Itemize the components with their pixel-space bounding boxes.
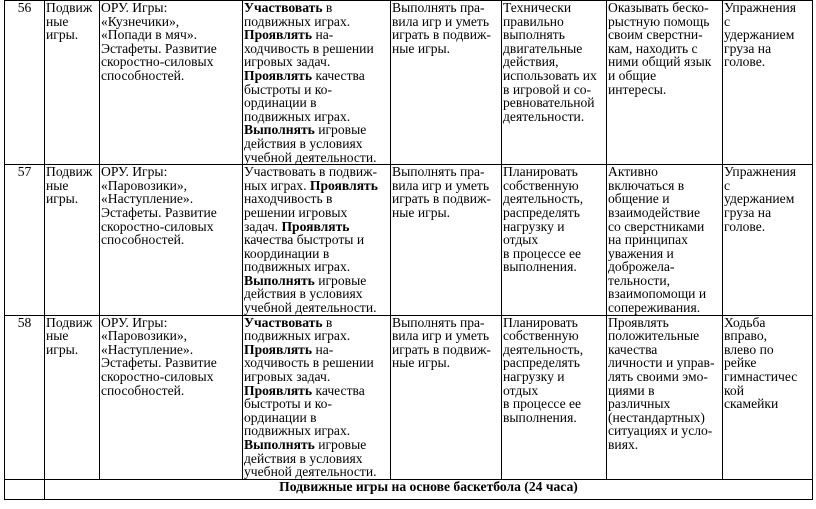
- subject-text: на-: [312, 27, 334, 43]
- regulative-cell: [502, 165, 607, 316]
- lesson-number-cell: 56: [5, 1, 45, 165]
- subject-line: [244, 28, 389, 42]
- rows.1.content-line: «Наступление».: [101, 191, 194, 207]
- subject-line: [244, 110, 389, 124]
- rows.0.personal-line: своим сверстни-: [608, 27, 703, 43]
- rows.0.topic-line: Подвиж: [46, 0, 93, 15]
- rows.1.personal-line: сопереживания.: [608, 300, 701, 316]
- rows.1.topic-line: ные: [46, 177, 69, 193]
- subject-text: подвижных играх.: [244, 423, 351, 439]
- rows.0.personal-line: интересы.: [608, 81, 667, 97]
- rows.0.regulative-line: Технически: [503, 0, 572, 15]
- rows.1.content-line: скоростно-силовых: [101, 218, 214, 234]
- rows.2.personal-line: качества: [608, 341, 658, 357]
- subject-line: [244, 69, 389, 83]
- subject-text: задач.: [244, 218, 282, 234]
- rows.1.regulative-line: нагрузку и: [503, 218, 565, 234]
- subject-results-cell: [243, 315, 391, 479]
- subject-keyword: Участвовать: [244, 0, 323, 15]
- subject-text: решении игровых: [244, 204, 348, 220]
- rows.2.activity-line: играть в подвиж-: [392, 341, 491, 357]
- rows.0.activity-line: Выполнять пра-: [392, 0, 485, 15]
- rows.1.content-line: способностей.: [101, 232, 185, 248]
- subject-text: подвижных играх.: [244, 108, 351, 124]
- subject-text: подвижных играх.: [244, 13, 351, 29]
- subject-keyword: Проявлять: [281, 218, 350, 234]
- rows.2.topic-line: Подвиж: [46, 315, 93, 330]
- subject-keyword: Проявлять: [244, 67, 313, 83]
- lesson-plan-table: [4, 0, 813, 500]
- rows.2.content-line: «Наступление».: [101, 341, 194, 357]
- subject-text: подвижных играх.: [244, 259, 351, 275]
- rows.2.homework-line: рейке: [724, 355, 757, 371]
- rows.1.personal-line: доброжела-: [608, 259, 675, 275]
- rows.2.homework-line: скамейки: [724, 396, 779, 412]
- rows.2.personal-line: Проявлять: [608, 315, 669, 330]
- topic-cell: [45, 315, 100, 479]
- activity-cell: [391, 1, 502, 165]
- rows.2.regulative-line: деятельность,: [503, 341, 584, 357]
- activity-cell: [391, 315, 502, 479]
- rows.1.homework-line: удержанием: [724, 191, 795, 207]
- rows.1.activity-line: Выполнять пра-: [392, 164, 485, 180]
- rows.0.content-line: «Попади в мяч».: [101, 27, 198, 43]
- subject-line: [244, 301, 389, 315]
- subject-line: [244, 55, 389, 69]
- rows.0.personal-line: и общие: [608, 67, 657, 83]
- content-cell: [100, 1, 243, 165]
- rows.2.topic-line: ные: [46, 328, 69, 344]
- rows.1.topic-line: игры.: [46, 191, 79, 207]
- section-blank-cell: [5, 479, 45, 499]
- rows.2.content-line: Эстафеты. Развитие: [101, 355, 217, 371]
- table-row: [5, 165, 813, 316]
- subject-line: [244, 287, 389, 301]
- rows.0.homework-line: с: [724, 13, 731, 29]
- rows.2.content-line: «Паровозики»,: [101, 328, 188, 344]
- subject-line: [244, 220, 389, 234]
- rows.0.activity-line: вила игр и уметь: [392, 13, 490, 29]
- topic-cell: [45, 165, 100, 316]
- subject-line: [244, 274, 389, 288]
- rows.2.content-line: ОРУ. Игры:: [101, 315, 168, 330]
- rows.1.personal-line: общение и: [608, 191, 670, 207]
- subject-line: [244, 356, 389, 370]
- rows.1.homework-line: Упражнения: [724, 164, 797, 180]
- subject-text: действия в условиях: [244, 286, 363, 302]
- rows.2.activity-line: ные игры.: [392, 355, 451, 371]
- rows.1.personal-line: взаимопомощи и: [608, 286, 707, 302]
- rows.0.homework-line: Упражнения: [724, 0, 797, 15]
- subject-line: [244, 343, 389, 357]
- rows.0.content-line: ОРУ. Игры:: [101, 0, 168, 15]
- rows.2.personal-line: положительные: [608, 328, 700, 344]
- section-row: [5, 479, 813, 499]
- rows.2.personal-line: циями в: [608, 382, 655, 398]
- rows.1.personal-line: включаться в: [608, 177, 685, 193]
- rows.2.personal-line: личности и управ-: [608, 355, 715, 371]
- homework-cell: [723, 315, 813, 479]
- subject-line: [244, 233, 389, 247]
- rows.2.homework-line: кой: [724, 382, 744, 398]
- rows.2.regulative-line: отдых: [503, 382, 539, 398]
- subject-keyword: Проявлять: [244, 382, 313, 398]
- subject-line: [244, 329, 389, 343]
- subject-line: [244, 192, 389, 206]
- subject-text: игровые: [314, 437, 367, 452]
- rows.2.regulative-line: выполнения.: [503, 409, 577, 425]
- rows.0.homework-line: груза на: [724, 40, 772, 56]
- subject-line: [244, 151, 389, 165]
- subject-text: ных играх.: [244, 177, 310, 193]
- subject-text: подвижных играх.: [244, 328, 351, 344]
- rows.0.content-line: способностей.: [101, 67, 185, 83]
- rows.0.regulative-line: использовать их: [503, 67, 597, 83]
- subject-text: быстроты и ко-: [244, 396, 332, 412]
- subject-line: [244, 206, 389, 220]
- subject-text: игровые: [314, 272, 367, 288]
- rows.0.regulative-line: деятельности.: [503, 108, 585, 124]
- rows.1.personal-line: Активно: [608, 164, 658, 180]
- subject-results-cell: [243, 165, 391, 316]
- rows.1.personal-line: тельности,: [608, 272, 671, 288]
- subject-line: [244, 438, 389, 452]
- subject-text: качества быстроты и: [244, 232, 365, 248]
- subject-text: ординации в: [244, 409, 317, 425]
- subject-line: [244, 465, 389, 479]
- personal-cell: [607, 165, 723, 316]
- rows.1.regulative-line: в процессе ее: [503, 245, 582, 261]
- activity-cell: [391, 165, 502, 316]
- subject-text: ординации в: [244, 95, 317, 111]
- subject-line: [244, 96, 389, 110]
- subject-keyword: Выполнять: [244, 122, 315, 138]
- subject-line: [244, 42, 389, 56]
- subject-text: игровых задач.: [244, 54, 331, 70]
- regulative-cell: [502, 1, 607, 165]
- rows.2.regulative-line: распределять: [503, 355, 580, 371]
- rows.0.topic-line: ные: [46, 13, 69, 29]
- rows.1.topic-line: Подвиж: [46, 164, 93, 180]
- section-title: Подвижные игры на основе баскетбола (24 часа): [45, 479, 813, 499]
- rows.1.homework-line: с: [724, 177, 731, 193]
- subject-line: [244, 247, 389, 261]
- subject-text: ходчивость в решении: [244, 355, 374, 371]
- subject-text: действия в условиях: [244, 450, 363, 466]
- subject-text: учебной деятельности.: [244, 149, 377, 165]
- subject-text: качества: [312, 67, 365, 83]
- rows.2.regulative-line: собственную: [503, 328, 579, 344]
- rows.2.homework-line: Ходьба: [724, 315, 766, 330]
- subject-text: в: [322, 0, 333, 15]
- rows.2.topic-line: игры.: [46, 341, 79, 357]
- rows.0.personal-line: рыстную помощь: [608, 13, 710, 29]
- subject-text: Участвовать в подвиж-: [244, 164, 378, 180]
- rows.2.regulative-line: в процессе ее: [503, 396, 582, 412]
- rows.2.personal-line: лять своими эмо-: [608, 369, 708, 385]
- subject-line: [244, 165, 389, 179]
- subject-text: качества: [312, 382, 365, 398]
- rows.2.content-line: скоростно-силовых: [101, 369, 214, 385]
- personal-cell: [607, 1, 723, 165]
- rows.1.personal-line: на принципах: [608, 232, 688, 248]
- subject-line: [244, 83, 389, 97]
- rows.1.content-line: «Паровозики»,: [101, 177, 188, 193]
- rows.0.topic-line: игры.: [46, 27, 79, 43]
- rows.2.activity-line: вила игр и уметь: [392, 328, 490, 344]
- rows.2.content-line: способностей.: [101, 382, 185, 398]
- rows.0.activity-line: играть в подвиж-: [392, 27, 491, 43]
- rows.2.homework-line: влево по: [724, 341, 774, 357]
- rows.0.regulative-line: в игровой и со-: [503, 81, 592, 97]
- subject-text: ходчивость в решении: [244, 40, 374, 56]
- rows.0.personal-line: ними общий язык: [608, 54, 712, 70]
- subject-line: [244, 179, 389, 193]
- rows.0.regulative-line: правильно: [503, 13, 564, 29]
- subject-text: находчивость в: [244, 191, 333, 207]
- topic-cell: [45, 1, 100, 165]
- subject-text: игровых задач.: [244, 369, 331, 385]
- subject-line: [244, 452, 389, 466]
- rows.0.content-line: «Кузнечики»,: [101, 13, 180, 29]
- rows.1.regulative-line: отдых: [503, 232, 539, 248]
- rows.1.regulative-line: собственную: [503, 177, 579, 193]
- rows.1.homework-line: груза на: [724, 204, 772, 220]
- rows.2.personal-line: ситуациях и усло-: [608, 423, 713, 439]
- subject-line: [244, 123, 389, 137]
- content-cell: [100, 165, 243, 316]
- subject-line: [244, 397, 389, 411]
- homework-cell: [723, 1, 813, 165]
- rows.1.regulative-line: распределять: [503, 204, 580, 220]
- rows.2.personal-line: виях.: [608, 437, 639, 452]
- rows.1.homework-line: голове.: [724, 218, 766, 234]
- rows.0.activity-line: ные игры.: [392, 40, 451, 56]
- rows.1.regulative-line: Планировать: [503, 164, 578, 180]
- subject-line: [244, 316, 389, 330]
- subject-keyword: Выполнять: [244, 272, 315, 288]
- subject-line: [244, 260, 389, 274]
- subject-text: координации в: [244, 245, 330, 261]
- rows.1.activity-line: играть в подвиж-: [392, 191, 491, 207]
- rows.1.regulative-line: деятельность,: [503, 191, 584, 207]
- rows.1.personal-line: уважения и: [608, 245, 674, 261]
- rows.0.regulative-line: ревновательной: [503, 95, 595, 111]
- subject-keyword: Проявлять: [244, 27, 313, 43]
- subject-results-cell: [243, 1, 391, 165]
- rows.1.content-line: Эстафеты. Развитие: [101, 204, 217, 220]
- rows.2.homework-line: вправо,: [724, 328, 768, 344]
- lesson-number-cell: 57: [5, 165, 45, 316]
- subject-line: [244, 370, 389, 384]
- subject-text: быстроты и ко-: [244, 81, 332, 97]
- subject-text: на-: [312, 341, 334, 357]
- rows.0.regulative-line: действия,: [503, 54, 559, 70]
- rows.0.regulative-line: выполнять: [503, 27, 565, 43]
- subject-keyword: Проявлять: [309, 177, 378, 193]
- rows.2.regulative-line: нагрузку и: [503, 369, 565, 385]
- rows.0.personal-line: Оказывать беско-: [608, 0, 709, 15]
- regulative-cell: [502, 315, 607, 479]
- subject-line: [244, 15, 389, 29]
- rows.0.content-line: Эстафеты. Развитие: [101, 40, 217, 56]
- subject-line: [244, 1, 389, 15]
- lesson-number-cell: 58: [5, 315, 45, 479]
- subject-keyword: Выполнять: [244, 437, 315, 452]
- subject-keyword: Проявлять: [244, 341, 313, 357]
- rows.0.content-line: скоростно-силовых: [101, 54, 214, 70]
- subject-text: в: [322, 315, 333, 330]
- subject-line: [244, 411, 389, 425]
- rows.2.homework-line: гимнастичес: [724, 369, 798, 385]
- table-row: [5, 315, 813, 479]
- rows.0.homework-line: голове.: [724, 54, 766, 70]
- subject-text: действия в условиях: [244, 135, 363, 151]
- rows.1.content-line: ОРУ. Игры:: [101, 164, 168, 180]
- rows.1.personal-line: со сверстниками: [608, 218, 705, 234]
- rows.1.personal-line: взаимодействие: [608, 204, 701, 220]
- table-row: [5, 1, 813, 165]
- homework-cell: [723, 165, 813, 316]
- subject-text: игровые: [314, 122, 367, 138]
- rows.1.regulative-line: выполнения.: [503, 259, 577, 275]
- subject-keyword: Участвовать: [244, 315, 323, 330]
- rows.1.activity-line: ные игры.: [392, 204, 451, 220]
- rows.2.activity-line: Выполнять пра-: [392, 315, 485, 330]
- content-cell: [100, 315, 243, 479]
- personal-cell: [607, 315, 723, 479]
- subject-line: [244, 424, 389, 438]
- subject-text: учебной деятельности.: [244, 300, 377, 316]
- rows.0.regulative-line: двигательные: [503, 40, 583, 56]
- subject-line: [244, 137, 389, 151]
- rows.0.personal-line: кам, находить с: [608, 40, 698, 56]
- rows.2.personal-line: различных: [608, 396, 671, 412]
- subject-text: учебной деятельности.: [244, 464, 377, 480]
- rows.1.activity-line: вила игр и уметь: [392, 177, 490, 193]
- subject-line: [244, 384, 389, 398]
- rows.2.personal-line: (нестандартных): [608, 409, 705, 425]
- rows.0.homework-line: удержанием: [724, 27, 795, 43]
- rows.2.regulative-line: Планировать: [503, 315, 578, 330]
